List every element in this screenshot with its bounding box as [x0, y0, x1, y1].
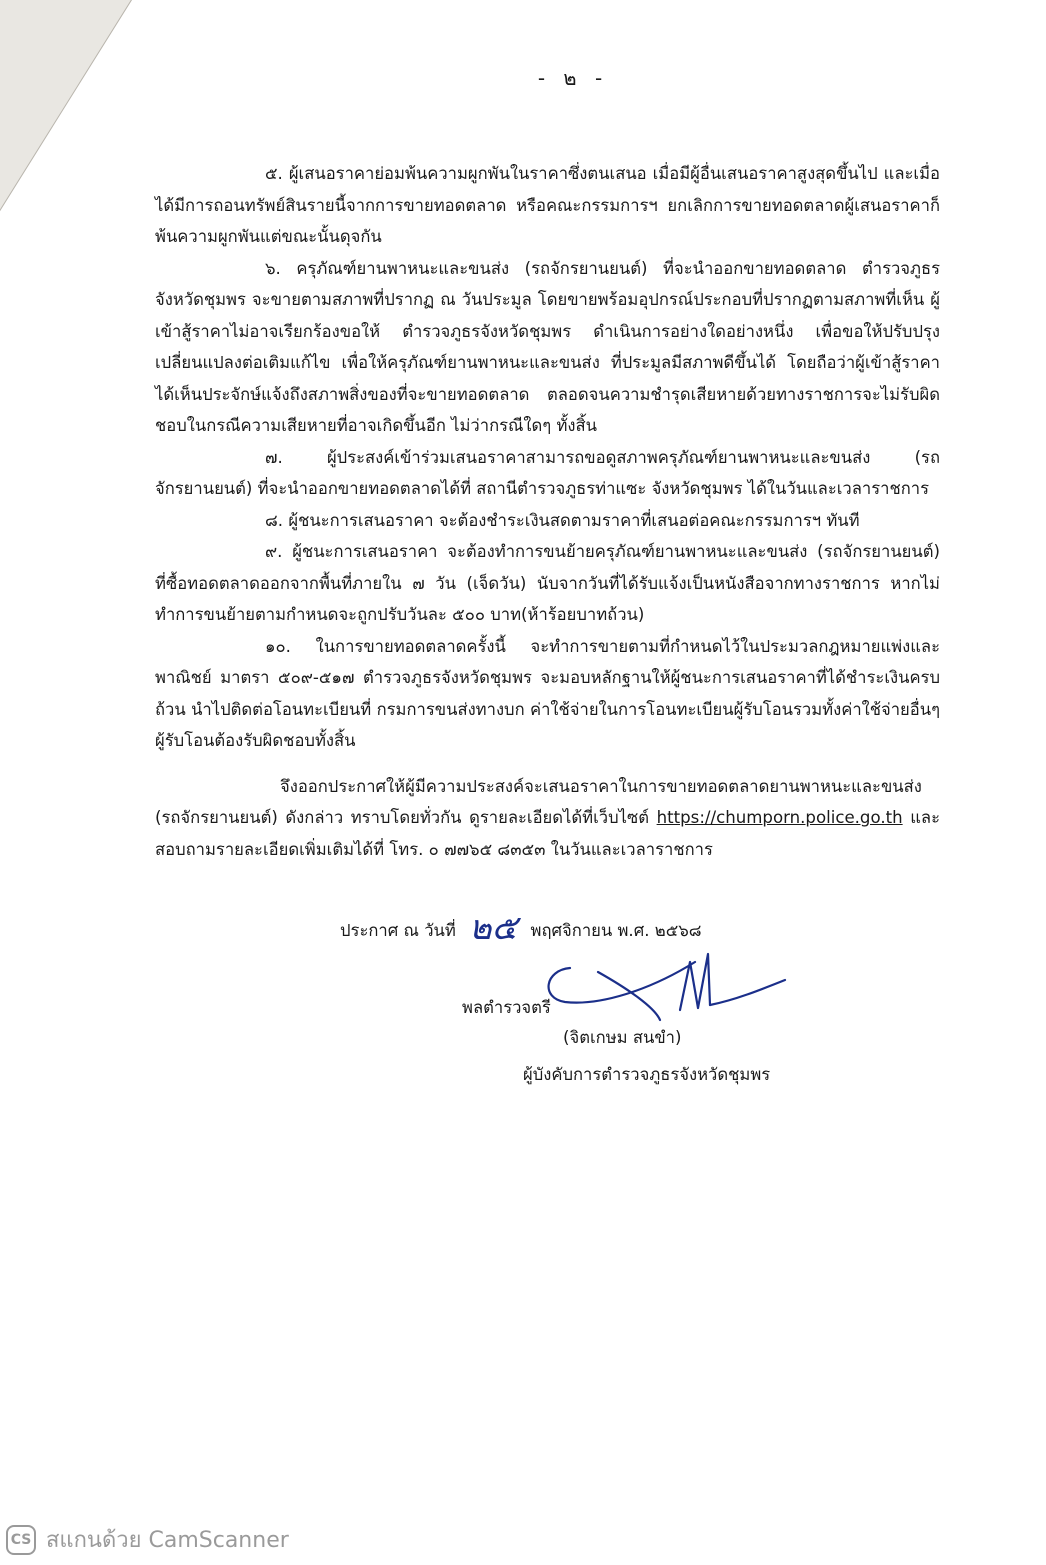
- camscanner-logo-icon: CS: [6, 1525, 36, 1555]
- signer-position: ผู้บังคับการตำรวจภูธรจังหวัดชุมพร: [523, 1065, 771, 1084]
- signer-name: (จิตเกษม สนขำ): [563, 1028, 682, 1047]
- page-number: - ๒ -: [537, 66, 609, 90]
- scanner-watermark: [6, 1522, 289, 1557]
- clause-6: ๖. ครุภัณฑ์ยานพาหนะและขนส่ง (รถจักรยานยนต์) ที่จะนำออกขายทอดตลาด ตำรวจภูธรจังหวัดชุมพร จะขายตามสภาพที่ปรากฏ ณ วันประมูล โดยขายพร้อมอุปกรณ์ประกอบที่ปรากฏตามสภาพที่เห็น ผู้เข้าสู้ราคาไม่อาจเรียกร้องขอให้ ตำรวจภูธรจังหวัดชุมพร ดำเนินการอย่างใดอย่างหนึ่ง เพื่อขอให้ปรับปรุง เปลี่ยนแปลงต่อเติมแก้ไข เพื่อให้ครุภัณฑ์ยานพาหนะและขนส่ง ที่ประมูลมีสภาพดีขึ้นได้ โดยถือว่าผู้เข้าสู้ราคา ได้เห็นประจักษ์แจ้งถึงสภาพสิ่งของที่จะขายทอดตลาด ตลอดจนความชำรุดเสียหายด้วยทางราชการจะไม่รับผิดชอบในกรณีความเสียหายที่อาจเกิดขึ้นอีก ไม่ว่ากรณีใดๆ ทั้งสิ้น: [155, 258, 940, 435]
- clause-8: ๘. ผู้ชนะการเสนอราคา จะต้องชำระเงินสดตามราคาที่เสนอต่อคณะกรรมการฯ ทันที: [265, 510, 860, 530]
- announcement-body: [155, 158, 940, 865]
- clause-5: ๕. ผู้เสนอราคาย่อมพ้นความผูกพันในราคาซึ่งตนเสนอ เมื่อมีผู้อื่นเสนอราคาสูงสุดขึ้นไป และเมื่อได้มีการถอนทรัพย์สินรายนี้จากการขายทอดตลาด หรือคณะกรรมการฯ ยกเลิกการขายทอดตลาดผู้เสนอราคาก็พ้นความผูกพันแต่ขณะนั้นดุจกัน: [155, 164, 940, 246]
- closing-contact-text: และสอบถามรายละเอียดเพิ่มเติมได้ที่ โทร. ๐ ๗๗๖๕ ๘๓๕๓ ในวันและเวลาราชการ: [155, 808, 940, 859]
- website-link[interactable]: https://chumporn.police.go.th: [656, 808, 903, 827]
- watermark-text: สแกนด้วย CamScanner: [46, 1528, 289, 1553]
- date-month-year: พฤศจิกายน พ.ศ. ๒๕๖๘: [530, 921, 702, 940]
- signer-rank: พลตำรวจตรี: [462, 998, 551, 1017]
- announcement-date: [340, 910, 702, 946]
- closing-text: จึงออกประกาศให้ผู้มีความประสงค์จะเสนอราคาในการขายทอดตลาดยานพาหนะและขนส่ง (รถจักรยานยนต์) ดังกล่าว ทราบโดยทั่วกัน ดูรายละเอียดได้ที่เว็บไซต์: [155, 776, 922, 827]
- clause-9: ๙. ผู้ชนะการเสนอราคา จะต้องทำการขนย้ายครุภัณฑ์ยานพาหนะและขนส่ง (รถจักรยานยนต์) ที่ซื้อทอดตลาดออกจากพื้นที่ภายใน ๗ วัน (เจ็ดวัน) นับจากวันที่ได้รับแจ้งเป็นหนังสือจากทางราชการ หากไม่ทำการขนย้ายตามกำหนดจะถูกปรับวันละ ๕๐๐ บาท(ห้าร้อยบาทถ้วน): [155, 542, 940, 624]
- date-prefix: ประกาศ ณ วันที่: [340, 921, 456, 940]
- handwritten-day: ๒๕: [469, 908, 518, 948]
- closing-paragraph: [155, 771, 940, 866]
- clause-10: ๑๐. ในการขายทอดตลาดครั้งนี้ จะทำการขายตามที่กำหนดไว้ในประมวลกฎหมายแพ่งและพาณิชย์ มาตรา ๕๐๙-๕๑๗ ตำรวจภูธรจังหวัดชุมพร จะมอบหลักฐานให้ผู้ชนะการเสนอราคาที่ได้ชำระเงินครบถ้วน นำไปติดต่อโอนทะเบียนที่ กรมการขนส่งทางบก ค่าใช้จ่ายในการโอนทะเบียนผู้รับโอนรวมทั้งค่าใช้จ่ายอื่นๆ ผู้รับโอนต้องรับผิดชอบทั้งสิ้น: [155, 636, 940, 750]
- clause-7: ๗. ผู้ประสงค์เข้าร่วมเสนอราคาสามารถขอดูสภาพครุภัณฑ์ยานพาหนะและขนส่ง (รถจักรยานยนต์) ที่จะนำออกขายทอดตลาดได้ที่ สถานีตำรวจภูธรท่าแซะ จังหวัดชุมพร ได้ในวันและเวลาราชการ: [155, 447, 940, 498]
- handwritten-signature: [540, 950, 790, 1025]
